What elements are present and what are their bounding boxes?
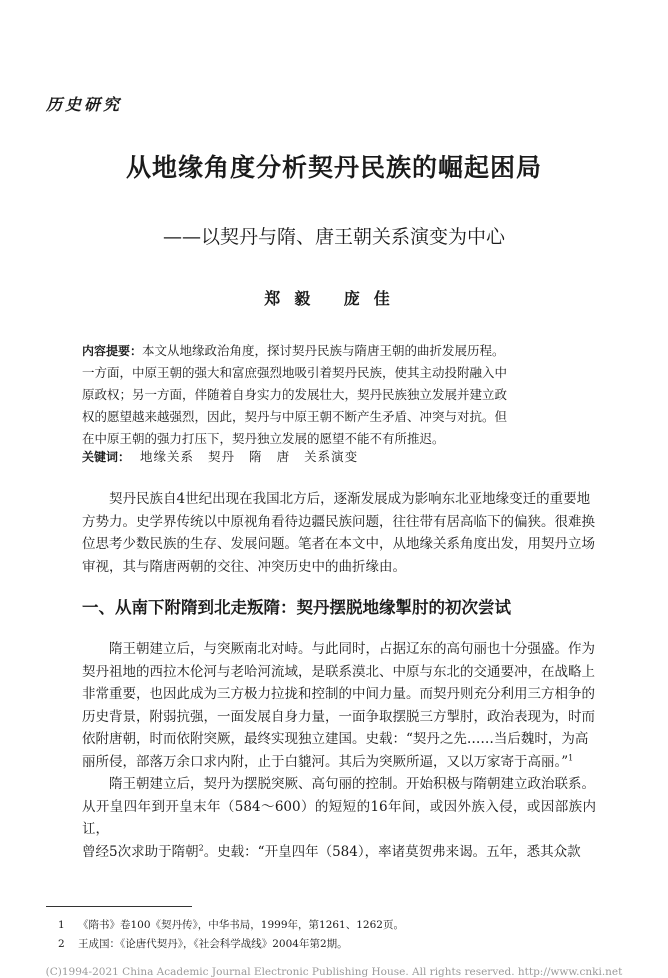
keywords <box>82 447 582 465</box>
footnote-divider <box>46 906 192 907</box>
keyword: 隋 <box>249 449 263 464</box>
footnote-mark: 2 <box>198 843 204 852</box>
text-line: 位思考少数民族的生存、发展问题。笔者在本文中，从地缘关系角度出发，用契丹立场 <box>82 536 595 552</box>
keywords-label: 关键词： <box>82 450 131 464</box>
article-subtitle: ——以契丹与隋、唐王朝关系演变为中心 <box>162 226 505 248</box>
abstract-line: 一方面，中原王朝的强大和富庶强烈地吸引着契丹民族，使其主动投附融入中 <box>82 365 508 380</box>
text-line: 隋王朝建立后，与突厥南北对峙。与此同时，占据辽东的高句丽也十分强盛。作为 <box>109 641 595 657</box>
footnote-number: 2 <box>58 938 65 950</box>
intro-paragraph <box>82 488 596 578</box>
abstract-line: 权的愿望越来越强烈，因此，契丹与中原王朝不断产生矛盾、冲突与对抗。但 <box>82 409 508 424</box>
footnote-mark: 1 <box>568 753 574 762</box>
text-line: 曾经5次求助于隋朝$^2$。史载：“开皇四年（584），率诸莫贺弗来谒。五年，悉其众款 <box>82 843 581 860</box>
text-line: 契丹祖地的西拉木伦河与老哈河流域，是联系漠北、中原与东北的交通要冲，在战略上 <box>82 663 595 680</box>
abstract-label: 内容提要： <box>82 344 143 358</box>
abstract-line: 内容提要：本文从地缘政治角度，探讨契丹民族与隋唐王朝的曲折发展历程。 <box>82 343 505 358</box>
footnote <box>58 936 348 951</box>
text-line: 丽所侵，部落万余口求内附，止于白貔河。其后为突厥所逼，又以万家寄于高丽。”$^1$ <box>82 753 574 770</box>
abstract-line: 在中原王朝的强力打压下，契丹独立发展的愿望不能不有所推迟。 <box>82 431 445 446</box>
text-line: 从开皇四年到开皇末年（584～600）的短短的16年间，或因外族入侵，或因部族内讧， <box>82 798 596 837</box>
keyword: 唐 <box>276 449 291 464</box>
keyword: 关系演变 <box>304 449 359 464</box>
abstract <box>82 340 582 450</box>
copyright-notice: (C)1994-2021 China Academic Journal Electronic Publishing House. All rights reserved. http://www.cnki.net <box>45 966 623 978</box>
article-title: 从地缘角度分析契丹民族的崛起困局 <box>125 153 542 182</box>
text-line: 历史背景，附弱抗强，一面发展自身力量，一面争取摆脱三方掣肘，政治表现为，时而 <box>82 708 595 725</box>
section1-paragraph-2 <box>82 773 596 863</box>
text-line: 契丹民族自4世纪出现在我国北方后，逐渐发展成为影响东北亚地缘变迁的重要地 <box>109 491 591 507</box>
footnote <box>58 917 404 932</box>
authors: 郑毅 庞佳 <box>264 289 404 308</box>
footnote-text: 《隋书》卷100《契丹传》，中华书局，1999年，第1261、1262页。 <box>78 919 404 931</box>
text-line: 依附唐朝，时而依附突厥，最终实现独立建国。史载：“契丹之先……当后魏时，为高 <box>82 731 589 747</box>
text-line: 隋王朝建立后，契丹为摆脱突厥、高句丽的控制。开始积极与隋朝建立政治联系。 <box>109 776 595 792</box>
section-heading: 一、从南下附隋到北走叛隋：契丹摆脱地缘掣肘的初次尝试 <box>82 598 511 617</box>
abstract-line: 原政权；另一方面，伴随着自身实力的发展壮大，契丹民族独立发展并建立政 <box>82 387 508 402</box>
keyword: 契丹 <box>208 449 236 464</box>
section-tag: 历史研究 <box>46 95 123 114</box>
text-line: 非常重要，也因此成为三方极力拉拢和控制的中间力量。而契丹则充分利用三方相争的 <box>82 686 595 702</box>
text-line: 方势力。史学界传统以中原视角看待边疆民族问题，往往带有居高临下的偏狭。很难换 <box>82 513 595 530</box>
section1-paragraph-1 <box>82 638 596 773</box>
keyword: 地缘关系 <box>140 449 195 464</box>
footnote-text: 王成国：《论唐代契丹》，《社会科学战线》2004年第2期。 <box>78 938 348 950</box>
footnote-number: 1 <box>58 919 65 931</box>
text-line: 审视，其与隋唐两朝的交往、冲突历史中的曲折缘由。 <box>82 558 406 575</box>
